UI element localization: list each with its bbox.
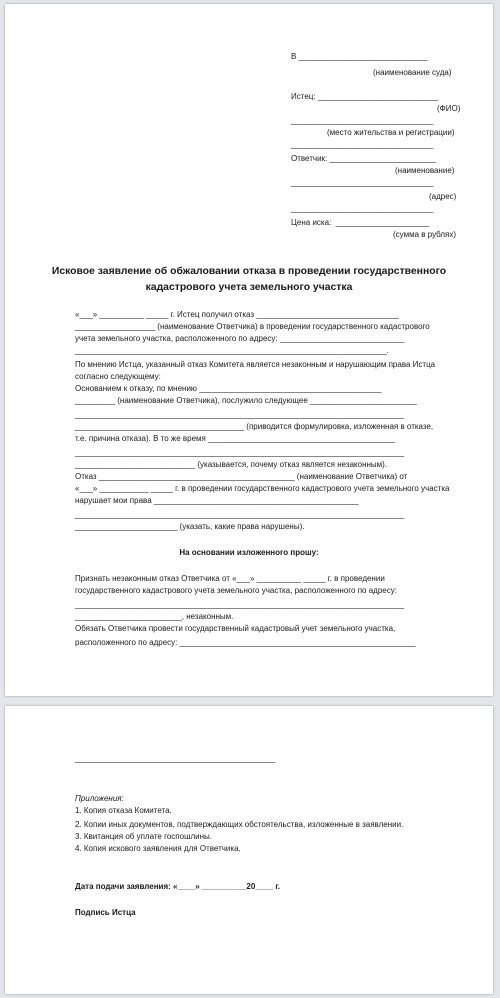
body-line: согласно следующему: xyxy=(75,372,161,381)
attachments-heading: Приложения: xyxy=(75,794,124,803)
defendant-line: Ответчик: ________________________ xyxy=(291,154,437,163)
request-line: __________________________________________________________________________ xyxy=(75,600,405,609)
address-line-2: ________________________________ xyxy=(291,204,434,213)
attachment-item: 2. Копии иных документов, подтверждающих обстоятельства, изложенные в заявлении. xyxy=(75,820,404,829)
document-title-line-2: кадастрового учета земельного участка xyxy=(145,282,353,293)
body-line: ______________________________________ (приводится формулировка, изложенная в отказе, xyxy=(75,422,434,431)
request-heading: На основании изложенного прошу: xyxy=(179,548,319,557)
body-line: нарушает мои права ______________________________________________ xyxy=(75,496,359,505)
residence-line-2: ________________________________ xyxy=(291,140,434,149)
body-line: __________________________________________________________________________ xyxy=(75,510,405,519)
request-line: Признать незаконным отказ Ответчика от «___» __________ _____ г. в проведении xyxy=(75,574,385,583)
plaintiff-line: Истец: ___________________________ xyxy=(291,92,438,101)
document-title-line-1: Исковое заявление об обжаловании отказа в проведении государственного xyxy=(51,266,447,277)
request-line: Обязать Ответчика провести государственный кадастровый учет земельного участка, xyxy=(75,624,396,633)
body-line: Основанием к отказу, по мнению _________________________________________ xyxy=(75,384,382,393)
attachment-item: 4. Копия искового заявления для Ответчика. xyxy=(75,844,241,853)
body-line: __________________________________________________________________________ xyxy=(75,448,405,457)
body-line: По мнению Истца, указанный отказ Комитета является незаконным и нарушающим права Истца xyxy=(75,360,436,369)
residence-caption: (место жительства и регистрации) xyxy=(327,128,455,137)
signature-line: Подпись Истца xyxy=(75,908,136,917)
body-line: _________ (наименование Ответчика), послужило следующее ________________________ xyxy=(75,396,417,405)
defendant-caption: (наименование) xyxy=(395,166,455,175)
document-page-1 xyxy=(5,4,493,696)
claim-line: Цена иска: _____________________ xyxy=(291,218,430,227)
body-line: Отказ ____________________________________________ (наименование Ответчика) от xyxy=(75,472,408,481)
request-line: ________________________, незаконным. xyxy=(75,612,234,621)
document-page-2 xyxy=(5,706,493,994)
body-line: __________________ (наименование Ответчика) в проведении государственного кадастрового xyxy=(75,322,430,331)
court-line: В _____________________________ xyxy=(291,52,428,61)
body-line: т.е. причина отказа). В то же время __________________________________________ xyxy=(75,434,395,443)
court-caption: (наименование суда) xyxy=(373,68,452,77)
address-caption: (адрес) xyxy=(429,192,457,201)
separator-line: _____________________________________________ xyxy=(75,754,276,763)
request-line: расположенного по адресу: _____________________________________________________ xyxy=(75,638,416,647)
date-line: Дата подачи заявления: «____» __________20____ г. xyxy=(75,882,281,891)
body-line: учета земельного участка, расположенного по адресу: ____________________________ xyxy=(75,334,405,343)
body-line: _______________________ (указать, какие права нарушены). xyxy=(75,522,305,531)
attachment-item: 3. Квитанция об уплате госпошлины. xyxy=(75,832,213,841)
body-line: ______________________________________________________________________. xyxy=(75,346,389,355)
residence-line: ________________________________ xyxy=(291,116,434,125)
body-line: «___» ___________ _____ г. в проведении государственного кадастрового учета земельного участка xyxy=(75,484,450,493)
body-line: ___________________________ (указывается, почему отказ является незаконным). xyxy=(75,460,388,469)
claim-caption: (сумма в рублях) xyxy=(393,230,457,239)
attachment-item: 1. Копия отказа Комитета. xyxy=(75,806,172,815)
address-line: ________________________________ xyxy=(291,178,434,187)
request-line: государственного кадастрового учета земельного участка, расположенного по адресу: xyxy=(75,586,397,595)
body-line: «___» __________ _____ г. Истец получил отказ ________________________________ xyxy=(75,310,399,319)
body-line: __________________________________________________________________________ xyxy=(75,410,405,419)
plaintiff-caption: (ФИО) xyxy=(437,104,461,113)
